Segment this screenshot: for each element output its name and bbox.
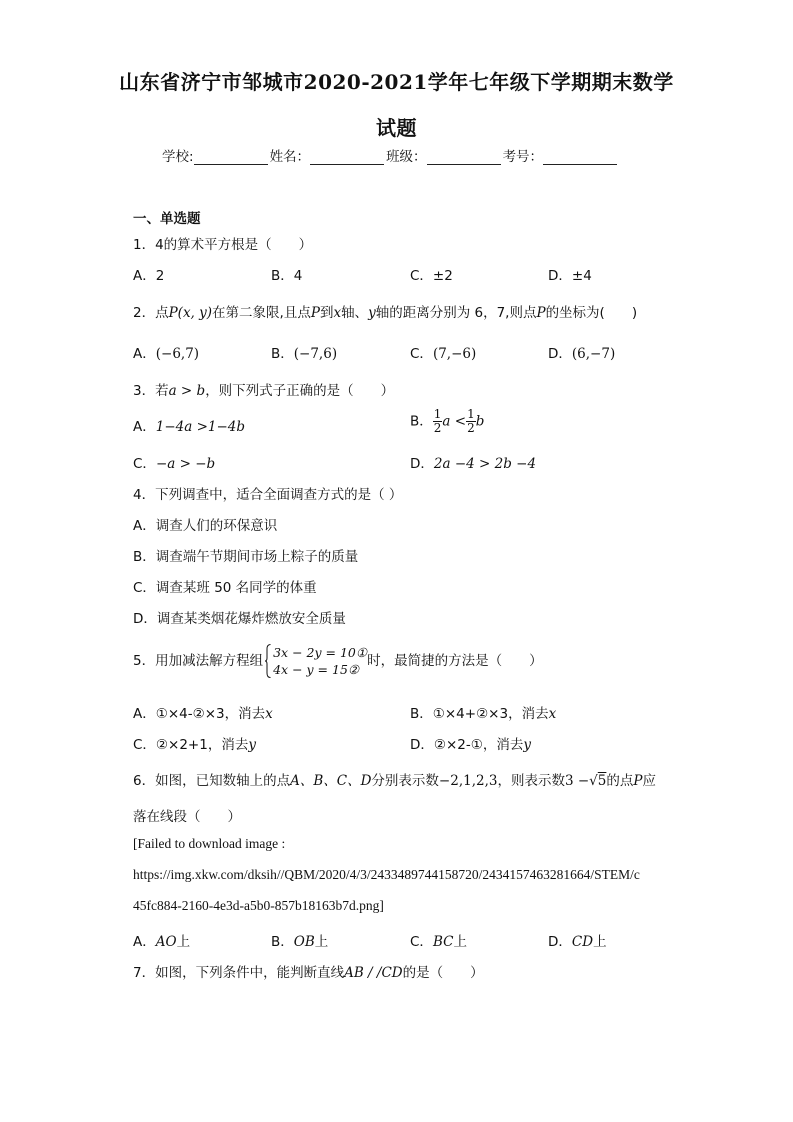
equation-2: 4x − y = 15②: [273, 662, 360, 677]
q1-option-b: B．4: [271, 268, 303, 284]
q4-option-c: C．调查某班 50 名同学的体重: [133, 580, 317, 596]
q3-option-d: D．2a −4 > 2b −4: [410, 456, 537, 472]
equation-1: 3x − 2y = 10①: [273, 645, 368, 660]
left-brace-icon: [265, 644, 271, 678]
question-7-stem: 7．如图，下列条件中，能判断直线AB / /CD的是（ ）: [133, 965, 484, 981]
q1-option-a: A．2: [133, 268, 165, 284]
id-blank: [543, 150, 617, 165]
name-blank: [310, 150, 384, 165]
q4-option-a: A．调查人们的环保意识: [133, 518, 278, 534]
q5-option-a: A．①×4-②×3，消去x: [133, 706, 273, 722]
q5-option-c: C．②×2+1，消去y: [133, 737, 256, 753]
q4-option-b: B．调查端午节期间市场上粽子的质量: [133, 549, 359, 565]
exam-title-line1: 山东省济宁市邹城市2020-2021学年七年级下学期期末数学: [119, 70, 674, 94]
question-2-stem: 2．点P(x, y)在第二象限,且点P到x轴、y轴的距离分别为 6，7,则点P的坐标为( ): [133, 305, 638, 321]
school-label: 学校:: [162, 149, 194, 165]
q3-option-a: A．1−4a >1−4b: [133, 419, 246, 435]
q1-option-d: D．±4: [548, 268, 592, 284]
q1-option-c: C．±2: [410, 268, 453, 284]
q2-option-a: A．(−6,7): [133, 346, 200, 362]
q6-option-c: C．BC上: [410, 934, 467, 950]
exam-title-line2: 试题: [376, 116, 417, 140]
section-heading: 一、单选题: [133, 211, 201, 227]
q2-option-c: C．(7,−6): [410, 346, 477, 362]
question-3-stem: 3．若a > b，则下列式子正确的是（ ）: [133, 383, 395, 399]
q3-option-c: C．−a > −b: [133, 456, 216, 472]
q2-option-b: B．(−7,6): [271, 346, 338, 362]
name-label: 姓名：: [269, 149, 311, 165]
sqrt-expression: 3 −√5: [564, 773, 607, 789]
class-label: 班级：: [386, 149, 427, 165]
school-blank: [194, 150, 268, 165]
q4-option-d: D．调查某类烟花爆炸燃放安全质量: [133, 611, 346, 627]
q6-option-d: D．CD上: [548, 934, 607, 950]
equation-system: [265, 644, 367, 678]
q6-option-a: A．AO上: [133, 934, 191, 950]
question-6-stem-line2: 落在线段（ ）: [133, 809, 241, 825]
question-1-stem: 1．4的算术平方根是（ ）: [133, 237, 313, 253]
class-blank: [427, 150, 501, 165]
question-6-stem: 6．如图，已知数轴上的点A、B、C、D分别表示数−2,1,2,3，则表示数3 −√5的点P应: [133, 773, 656, 789]
q5-option-d: D．②×2-①，消去y: [410, 737, 532, 753]
id-label: 考号：: [502, 149, 544, 165]
question-4-stem: 4．下列调查中，适合全面调查方式的是（ ）: [133, 487, 403, 503]
q5-option-b: B．①×4+②×3，消去x: [410, 706, 557, 722]
student-info-row: [162, 145, 619, 165]
q2-option-d: D．(6,−7): [548, 346, 616, 362]
image-error-url-end: 45fc884-2160-4e3d-a5b0-857b18163b7d.png]: [133, 898, 384, 913]
image-error-url: https://img.xkw.com/dksih//QBM/2020/4/3/2433489744158720/2434157463281664/STEM/c: [133, 867, 640, 882]
q6-option-b: B．OB上: [271, 934, 329, 950]
image-error-line1: [Failed to download image :: [133, 836, 286, 851]
q3-option-b: B． $\frac{1}{2}$ a < $\frac{1}{2}$ b: [410, 407, 485, 435]
question-5-stem: 5．用加减法解方程组 3x − 2y = 10① 4x − y = 15② 时，最简捷的方法是（ ）: [133, 645, 543, 677]
point-p-expr: P(x, y): [168, 305, 213, 321]
